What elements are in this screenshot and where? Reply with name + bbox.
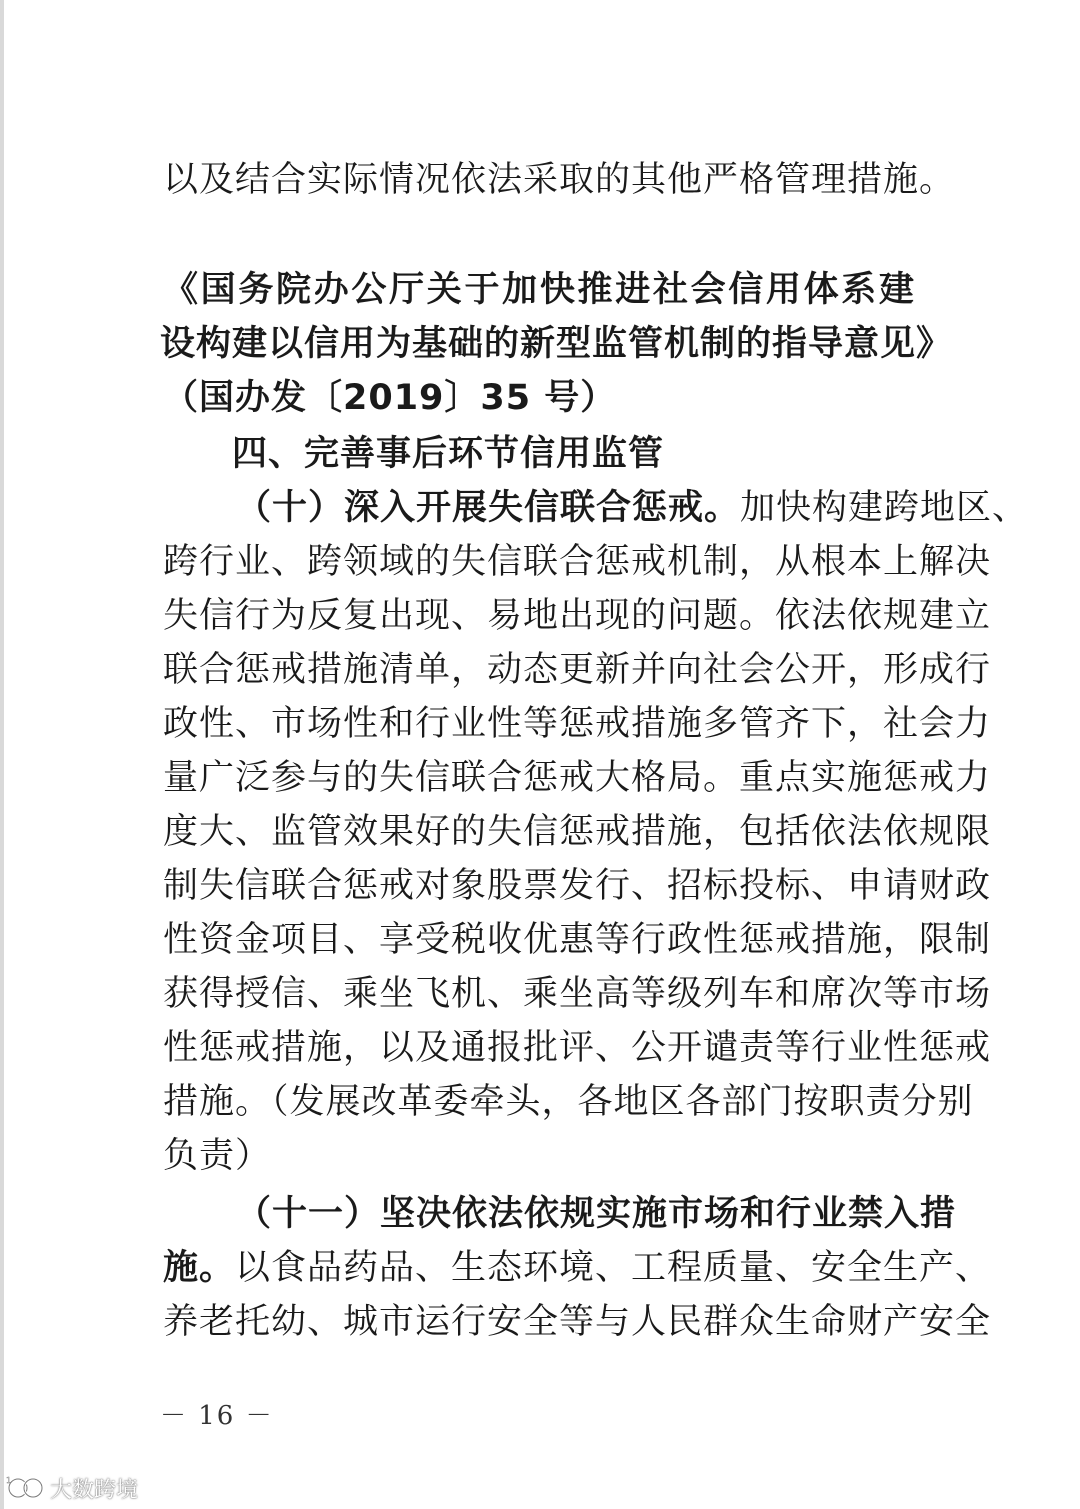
paragraph-line: 度大、监管效果好的失信惩戒措施，包括依法依规限 [163, 812, 992, 852]
svg-text:1: 1 [6, 1476, 12, 1485]
brand-logo-icon [6, 1474, 46, 1502]
item-11-heading: （十一）坚决依法依规实施市场和行业禁入措 [236, 1194, 957, 1234]
paragraph-line: 政性、市场性和行业性等惩戒措施多管齐下，社会力 [163, 704, 992, 744]
paragraph-line: 养老托幼、城市运行安全等与人民群众生命财产安全 [163, 1302, 992, 1342]
paragraph-line: 措施。（发展改革委牵头，各地区各部门按职责分别 [163, 1082, 974, 1122]
document-title-line: 设构建以信用为基础的新型监管机制的指导意见》 [160, 324, 953, 364]
paragraph-line: 失信行为反复出现、易地出现的问题。依法依规建立 [163, 596, 992, 636]
paragraph-line: 负责） [163, 1136, 272, 1176]
paragraph-line: 性惩戒措施，以及通报批评、公开谴责等行业性惩戒 [163, 1028, 992, 1068]
paragraph-line: 以及结合实际情况依法采取的其他严格管理措施。 [163, 160, 956, 200]
watermark-text: 大数跨境 [50, 1477, 139, 1503]
item-10-text: 加快构建跨地区、 [740, 488, 1029, 528]
item-11-text: 以食品药品、生态环境、工程质量、安全生产、 [235, 1248, 992, 1288]
paragraph-line: 性资金项目、享受税收优惠等行政性惩戒措施，限制 [163, 920, 992, 960]
paragraph-line: 跨行业、跨领域的失信联合惩戒机制，从根本上解决 [163, 542, 992, 582]
document-number: （国办发〔2019〕35 号） [163, 378, 617, 418]
item-10-first-line [236, 486, 1029, 530]
item-11-heading-end: 施。 [163, 1248, 236, 1288]
paragraph-line: 量广泛参与的失信联合惩戒大格局。重点实施惩戒力 [163, 758, 992, 798]
section-heading: 四、完善事后环节信用监管 [232, 434, 665, 474]
watermark [6, 1472, 138, 1504]
document-title-line: 《国务院办公厅关于加快推进社会信用体系建 [163, 270, 915, 310]
item-11-second-line [163, 1246, 992, 1290]
page-edge [0, 0, 4, 1509]
paragraph-line: 联合惩戒措施清单，动态更新并向社会公开，形成行 [163, 650, 992, 690]
item-10-heading: （十）深入开展失信联合惩戒。 [236, 488, 741, 528]
paragraph-line: 制失信联合惩戒对象股票发行、招标投标、申请财政 [163, 866, 992, 906]
page-number: － 16 － [160, 1401, 274, 1431]
paragraph-line: 获得授信、乘坐飞机、乘坐高等级列车和席次等市场 [163, 974, 992, 1014]
